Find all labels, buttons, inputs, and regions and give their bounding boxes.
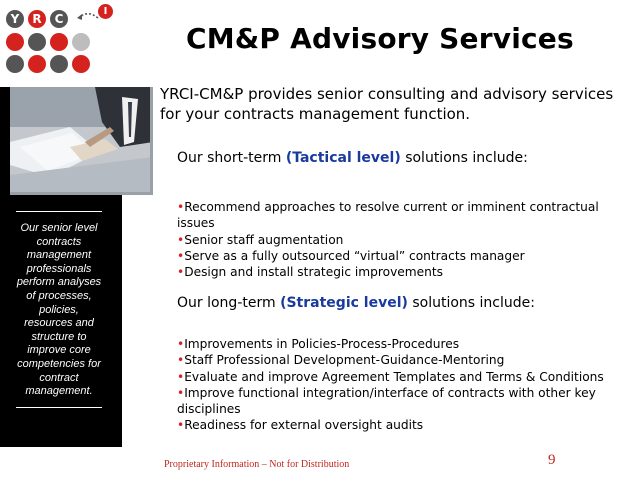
sidebar-caption: Our senior level contracts management professionals perform analyses of processes, policies, resources and structure to improve core competencies for contract management. (16, 211, 102, 408)
long-term-prefix: Our long-term (177, 295, 281, 311)
bullet-icon: • (177, 353, 185, 368)
business-people-documents-photo (10, 87, 153, 195)
bullet-icon: • (177, 369, 185, 384)
list-item: •Improve functional integration/interface of contracts with other key disciplines (177, 385, 596, 417)
bullet-icon: • (177, 265, 185, 280)
short-term-prefix: Our short-term (177, 150, 286, 166)
list-item: •Readiness for external oversight audits (177, 418, 424, 433)
logo-letter-r: R (28, 10, 46, 28)
footer-notice: Proprietary Information – Not for Distribution (164, 459, 350, 470)
logo-dot (28, 55, 46, 73)
logo-dot (28, 33, 46, 51)
logo-dot (50, 33, 68, 51)
bullet-icon: • (177, 232, 185, 247)
long-term-list (177, 336, 622, 434)
logo-dot (6, 55, 24, 73)
list-item: •Senior staff augmentation (177, 232, 344, 247)
bullet-icon: • (177, 337, 185, 351)
list-item: •Improvements in Policies-Process-Procedures (177, 337, 460, 351)
list-item: •Staff Professional Development-Guidance-Mentoring (177, 353, 505, 368)
page-title: CM&P Advisory Services (186, 22, 574, 55)
logo-badge-i: I (98, 4, 113, 19)
strategic-level-label: (Strategic level) (280, 295, 408, 311)
short-term-suffix: solutions include: (400, 150, 528, 166)
long-term-heading (177, 295, 617, 311)
list-item: •Recommend approaches to resolve current or imminent contractual issues (177, 200, 599, 231)
bullet-icon: • (177, 418, 185, 433)
logo-dot (72, 55, 90, 73)
logo-dot (72, 33, 90, 51)
logo-dot (6, 33, 24, 51)
logo-letter-c: C (50, 10, 68, 28)
company-logo (6, 4, 122, 76)
list-item: •Design and install strategic improvements (177, 265, 444, 280)
logo-dot (50, 55, 68, 73)
tactical-level-label: (Tactical level) (285, 150, 401, 166)
page-number: 9 (548, 452, 556, 468)
bullet-icon: • (177, 248, 185, 263)
short-term-heading (177, 150, 617, 166)
list-item: •Serve as a fully outsourced “virtual” contracts manager (177, 248, 525, 263)
short-term-list (177, 199, 622, 280)
arrow-left-icon (76, 8, 100, 22)
intro-text: YRCI-CM&P provides senior consulting and advisory services for your contracts management function. (160, 85, 614, 123)
long-term-suffix: solutions include: (407, 295, 535, 311)
bullet-icon: • (177, 385, 185, 400)
logo-letter-y: Y (6, 10, 24, 28)
bullet-icon: • (177, 200, 185, 214)
list-item: •Evaluate and improve Agreement Templates and Terms & Conditions (177, 369, 604, 384)
